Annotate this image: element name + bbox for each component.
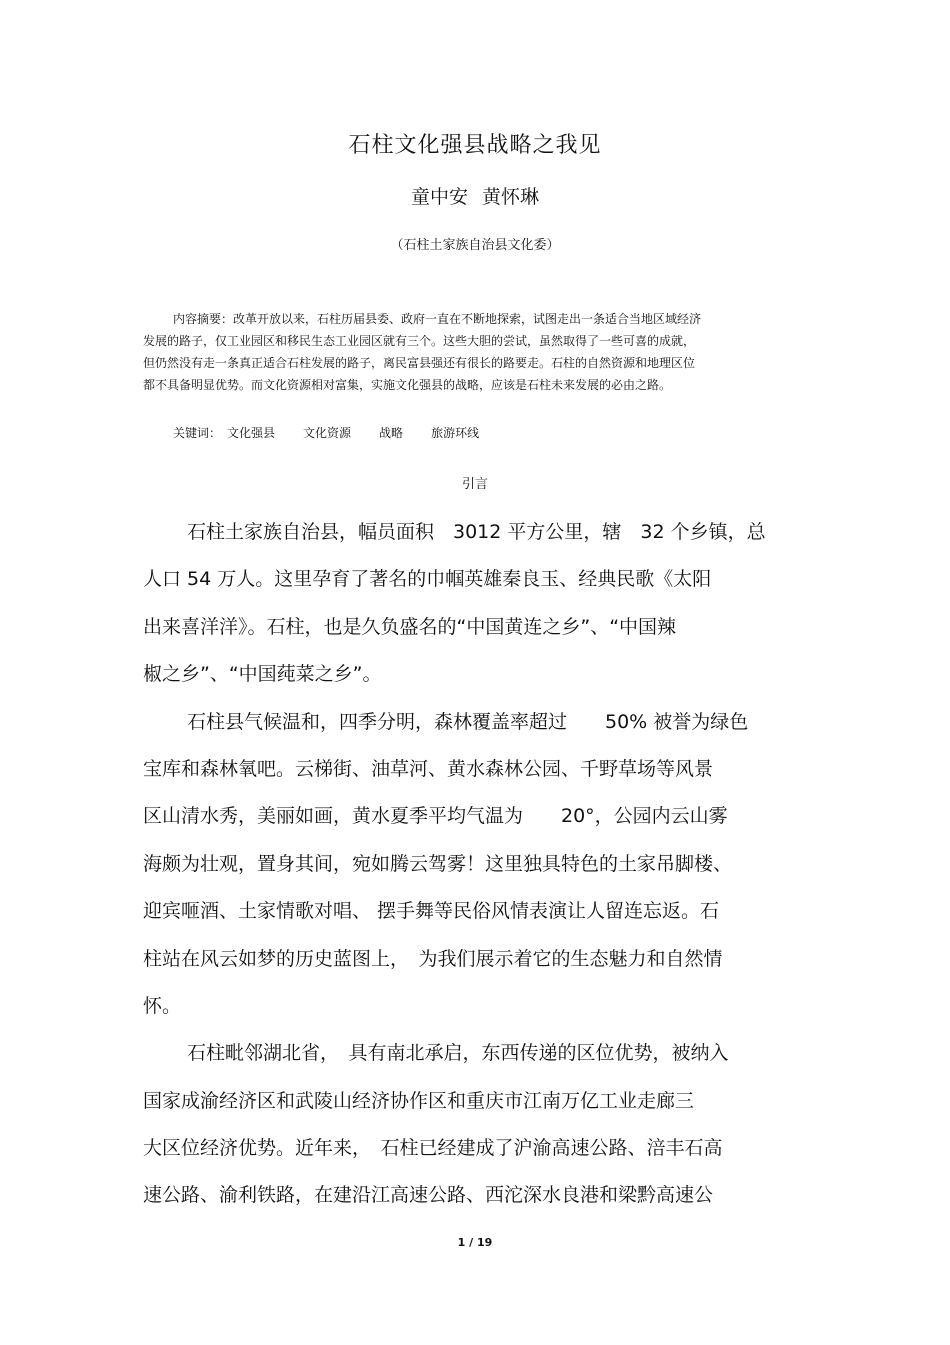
paragraph-line: 迎宾咂酒、土家情歌对唱、 摆手舞等民俗风情表演让人留连忘返。石 xyxy=(143,900,720,923)
paragraph-line: 石柱县气候温和，四季分明，森林覆盖率超过 50% 被誉为绿色 xyxy=(187,710,749,733)
keyword: 旅游环线 xyxy=(431,426,480,440)
keyword: 文化强县 xyxy=(227,426,276,440)
paragraph-line: 椒之乡”、“中国莼菜之乡”。 xyxy=(143,663,382,686)
abstract-line: 内容摘要：改革开放以来，石柱历届县委、政府一直在不断地探索，试图走出一条适合当地区域经济 xyxy=(173,312,702,326)
paragraph xyxy=(143,1030,813,1220)
author-name: 童中安 xyxy=(410,186,468,208)
authors xyxy=(0,182,950,209)
paragraph-line: 速公路、渝利铁路，在建沿江高速公路、西沱深水良港和梁黔高速公 xyxy=(143,1184,714,1207)
abstract xyxy=(143,308,763,396)
paragraph-line: 怀。 xyxy=(143,994,182,1017)
keyword: 战略 xyxy=(379,426,404,440)
keywords-label: 关键词： xyxy=(173,426,222,440)
paragraph-line: 大区位经济优势。近年来， 石柱已经建成了沪渝高速公路、涪丰石高 xyxy=(143,1137,723,1160)
keywords xyxy=(173,424,507,441)
paragraph-line: 宝库和森林氧吧。云梯街、油草河、黄水森林公园、千野草场等风景 xyxy=(143,757,714,780)
paragraph-line: 国家成渝经济区和武陵山经济协作区和重庆市江南万亿工业走廊三 xyxy=(143,1089,695,1112)
keyword: 文化资源 xyxy=(303,426,352,440)
abstract-line: 都不具备明显优势。而文化资源相对富集，实施文化强县的战略，应该是石柱未来发展的必由之路。 xyxy=(143,378,672,392)
document-title: 石柱文化强县战略之我见 xyxy=(348,133,602,158)
paragraph-line: 柱站在风云如梦的历史蓝图上， 为我们展示着它的生态魅力和自然情 xyxy=(143,947,723,970)
paragraph-line: 石柱毗邻湖北省， 具有南北承启，东西传递的区位优势，被纳入 xyxy=(187,1042,729,1065)
paragraph xyxy=(143,699,813,1031)
paragraph-line: 人口 54 万人。这里孕育了著名的巾帼英雄秦良玉、经典民歌《太阳 xyxy=(143,568,712,591)
abstract-line: 发展的路子，仅工业园区和移民生态工业园区就有三个。这些大胆的尝试，虽然取得了一些可喜的成就， xyxy=(143,334,696,348)
body-text xyxy=(143,509,813,1220)
page-number: 1 / 19 xyxy=(457,1236,493,1249)
paragraph-line: 出来喜洋洋》。石柱，也是久负盛名的“中国黄连之乡”、“中国辣 xyxy=(143,615,677,638)
paragraph-line: 海颇为壮观，置身其间，宛如腾云驾雾！这里独具特色的土家吊脚楼、 xyxy=(143,852,733,875)
affiliation: （石柱土家族自治县文化委） xyxy=(390,238,560,253)
section-heading: 引言 xyxy=(461,477,488,492)
paragraph-line: 区山清水秀，美丽如画，黄水夏季平均气温为 20°，公园内云山雾 xyxy=(143,805,728,828)
abstract-line: 但仍然没有走一条真正适合石柱发展的路子，离民富县强还有很长的路要走。石柱的自然资源和地理区位 xyxy=(143,356,696,370)
paragraph-line: 石柱土家族自治县，幅员面积 3012 平方公里，辖 32 个乡镇，总 xyxy=(187,521,766,543)
author-name: 黄怀琳 xyxy=(482,186,540,208)
paragraph xyxy=(143,509,813,699)
